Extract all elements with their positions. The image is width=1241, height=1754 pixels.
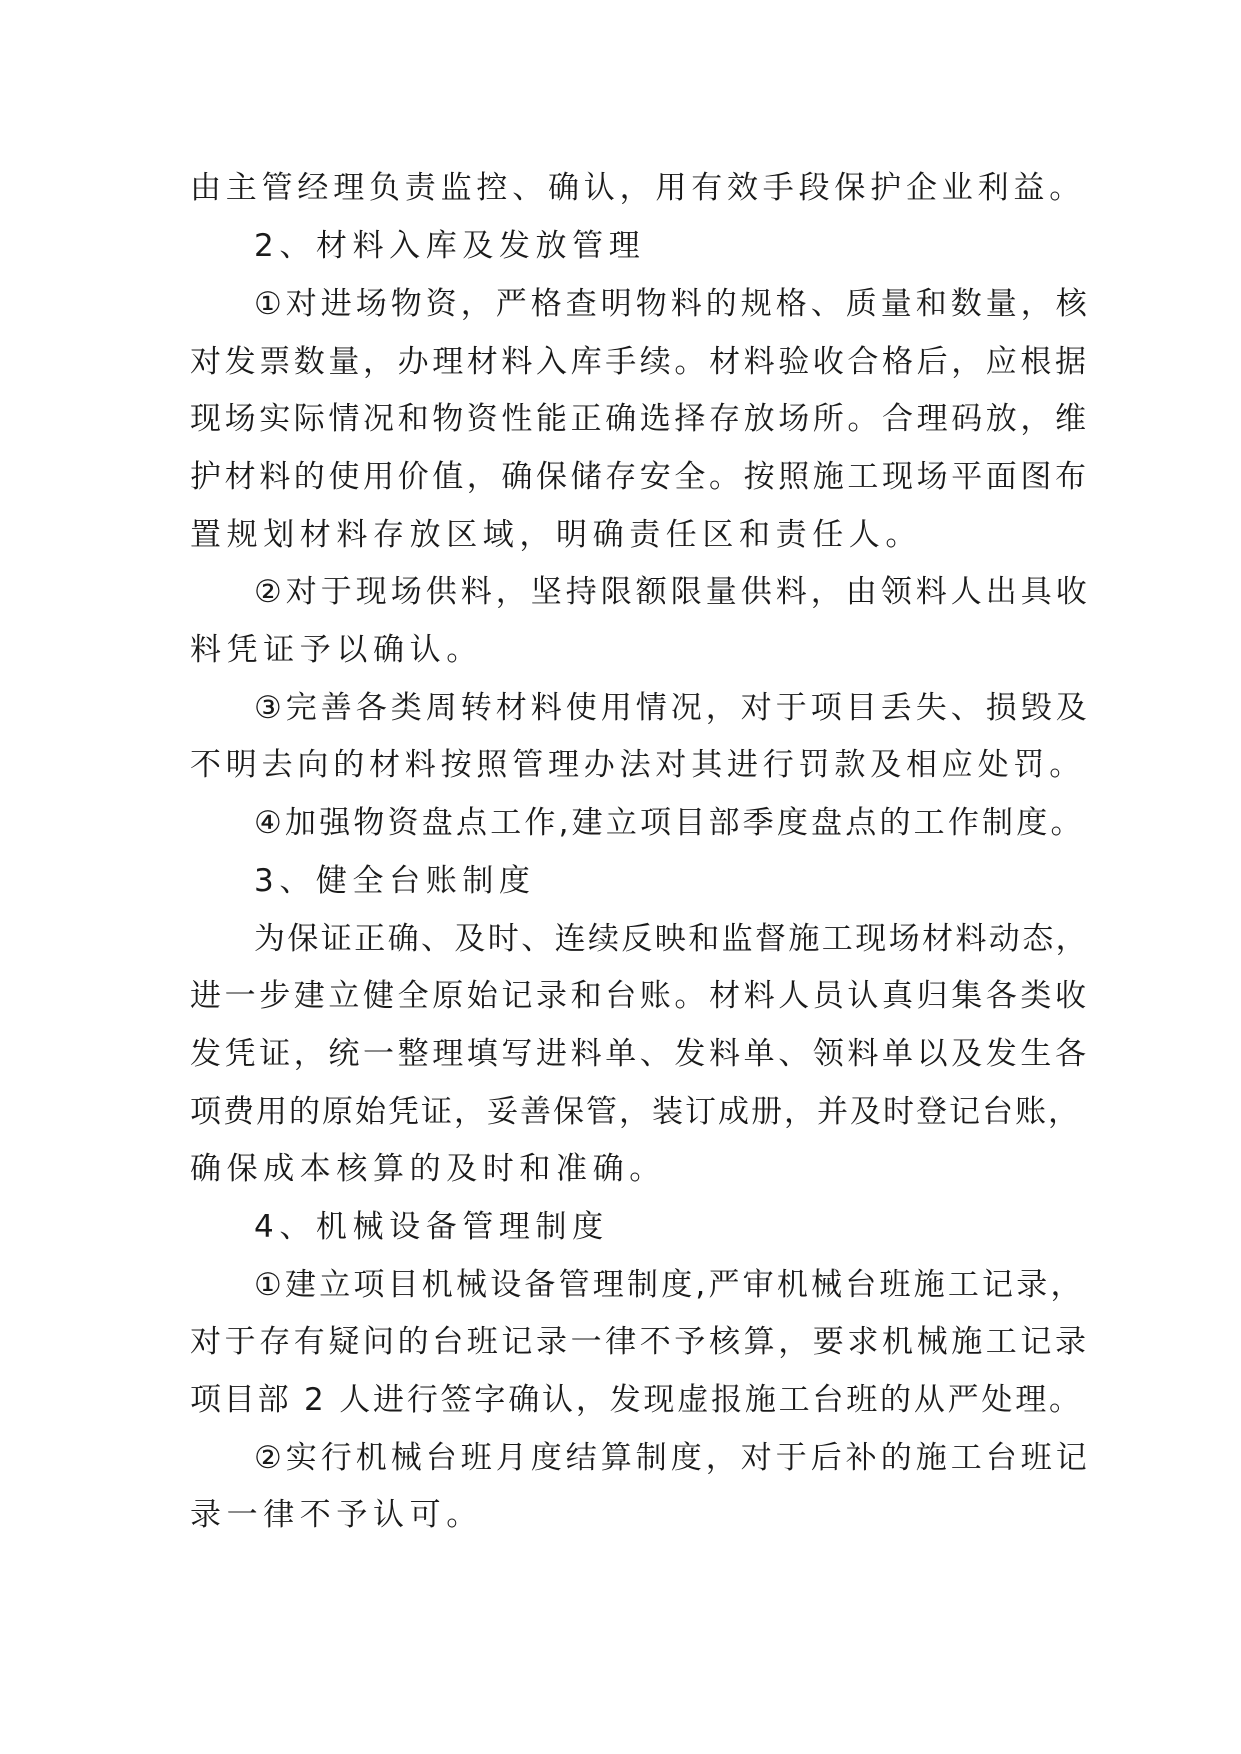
text-line: 现场实际情况和物资性能正确选择存放场所。合理码放，维 — [190, 401, 1090, 437]
text-line: 为保证正确、及时、连续反映和监督施工现场材料动态， — [254, 921, 1089, 957]
text-line: 项目部 2 人进行签字确认，发现虚报施工台班的从严处理。 — [190, 1382, 1083, 1418]
text-line: 进一步建立健全原始记录和台账。材料人员认真归集各类收 — [190, 978, 1090, 1014]
section-heading: 2、材料入库及发放管理 — [254, 228, 646, 264]
text-line: ②对于现场供料，坚持限额限量供料，由领料人出具收 — [254, 574, 1091, 610]
text-line: ①对进场物资，严格查明物料的规格、质量和数量，核 — [254, 286, 1091, 322]
text-line: 项费用的原始凭证，妥善保管，装订成册，并及时登记台账， — [190, 1094, 1081, 1130]
text-line: 由主管经理负责监控、确认，用有效手段保护企业利益。 — [190, 170, 1085, 206]
text-line: 录一律不予认可。 — [190, 1497, 483, 1533]
text-line: 发凭证，统一整理填写进料单、发料单、领料单以及发生各 — [190, 1036, 1090, 1072]
text-line: ①建立项目机械设备管理制度,严审机械台班施工记录， — [254, 1267, 1085, 1303]
text-line: ③完善各类周转材料使用情况，对于项目丢失、损毁及 — [254, 690, 1091, 726]
text-line: 料凭证予以确认。 — [190, 632, 483, 668]
text-line: 确保成本核算的及时和准确。 — [190, 1151, 666, 1187]
section-heading: 4、机械设备管理制度 — [254, 1209, 609, 1245]
text-line: 置规划材料存放区域，明确责任区和责任人。 — [190, 517, 922, 553]
text-line: 护材料的使用价值，确保储存安全。按照施工现场平面图布 — [190, 459, 1090, 495]
text-line: ④加强物资盘点工作,建立项目部季度盘点的工作制度。 — [254, 805, 1085, 841]
text-line: 不明去向的材料按照管理办法对其进行罚款及相应处罚。 — [190, 747, 1085, 783]
text-line: 对于存有疑问的台班记录一律不予核算，要求机械施工记录 — [190, 1324, 1090, 1360]
text-line: ②实行机械台班月度结算制度，对于后补的施工台班记 — [254, 1440, 1091, 1476]
text-line: 对发票数量，办理材料入库手续。材料验收合格后，应根据 — [190, 344, 1090, 380]
section-heading: 3、健全台账制度 — [254, 863, 536, 899]
